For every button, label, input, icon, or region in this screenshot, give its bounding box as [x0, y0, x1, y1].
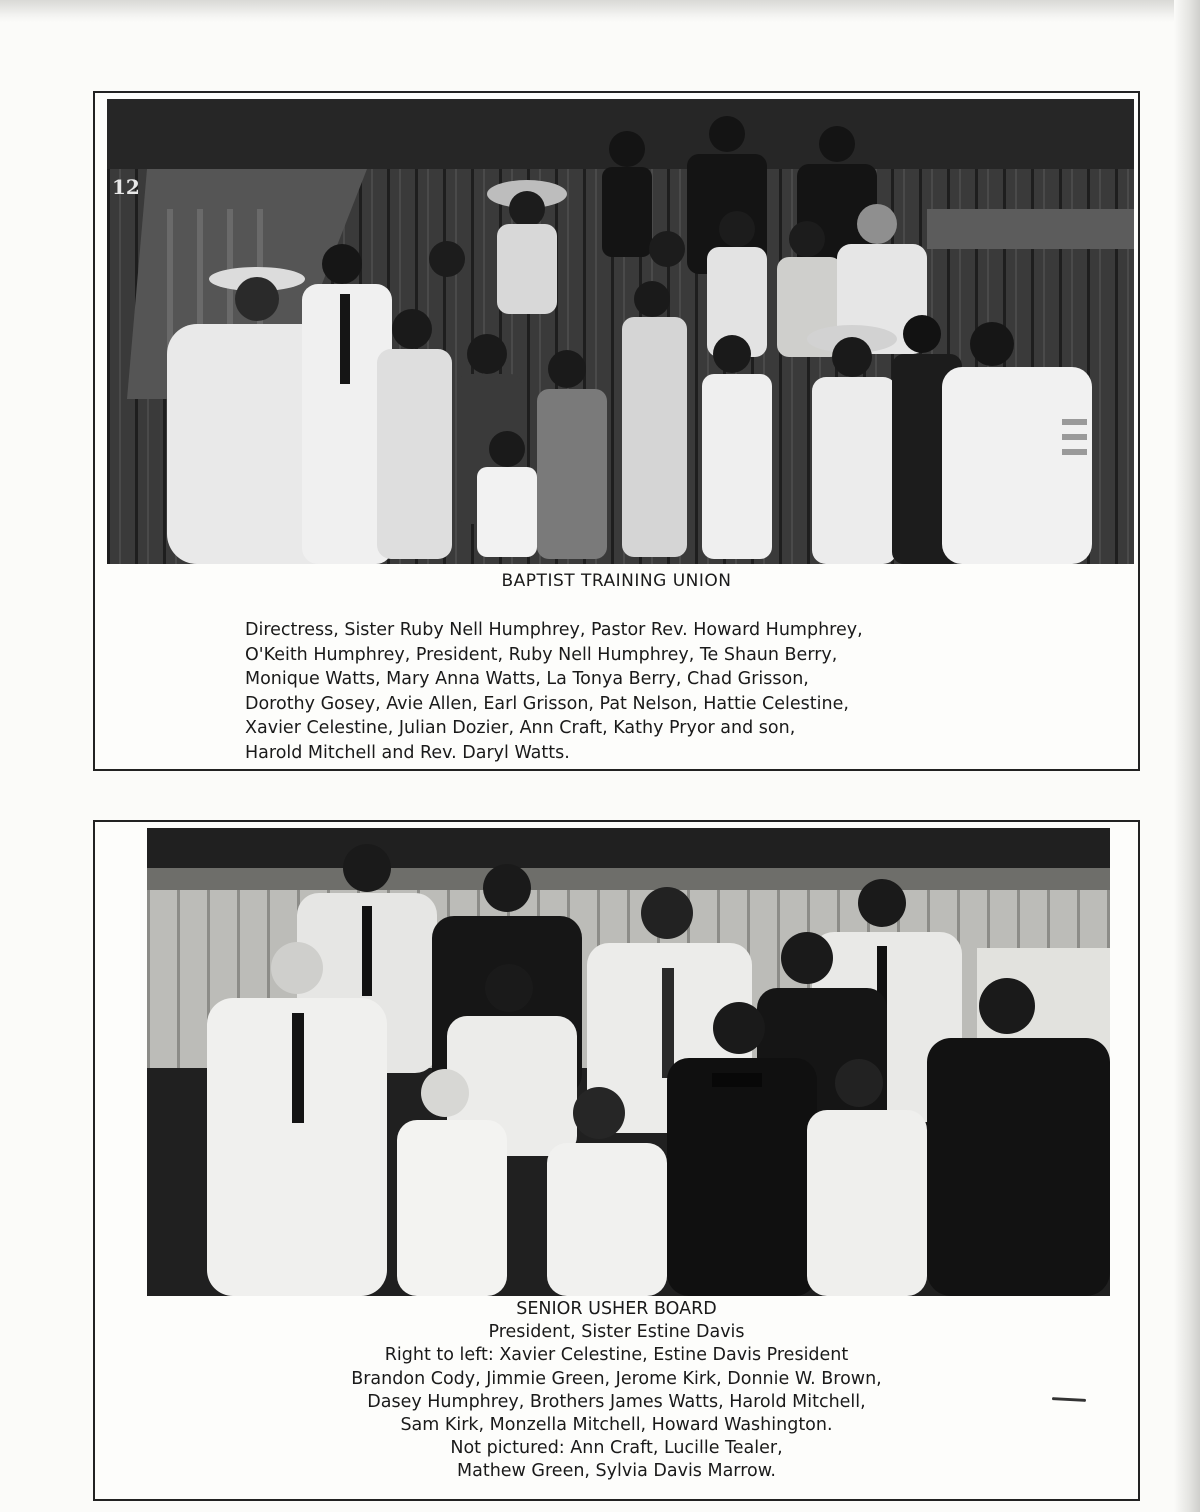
group-photo-1-graphic: [107, 99, 1134, 564]
names-line: President, Sister Estine Davis: [488, 1322, 745, 1343]
names-line: Not pictured: Ann Craft, Lucille Tealer,: [450, 1438, 783, 1459]
baptist-training-union-photo: [107, 99, 1134, 564]
scan-shadow-right: [1174, 0, 1200, 1512]
group-photo-2-graphic: [147, 828, 1110, 1296]
baptist-training-union-panel: [93, 91, 1140, 771]
names-line: Directress, Sister Ruby Nell Humphrey, Pastor Rev. Howard Humphrey,: [245, 620, 863, 640]
names-line: O'Keith Humphrey, President, Ruby Nell Humphrey, Te Shaun Berry,: [245, 644, 838, 665]
names-line: Brandon Cody, Jimmie Green, Jerome Kirk, Donnie W. Brown,: [351, 1368, 882, 1389]
names-line: Sam Kirk, Monzella Mitchell, Howard Washington.: [400, 1415, 833, 1436]
names-line: Mathew Green, Sylvia Davis Marrow.: [457, 1461, 776, 1482]
section-title: BAPTIST TRAINING UNION: [501, 571, 732, 591]
senior-usher-board-panel: [93, 820, 1140, 1501]
names-line: Monique Watts, Mary Anna Watts, La Tonya Berry, Chad Grisson,: [245, 669, 809, 689]
scan-shadow-top: [0, 0, 1200, 22]
page-number: 12: [112, 175, 140, 199]
senior-usher-board-caption: [95, 1298, 1138, 1484]
senior-usher-board-photo: [147, 828, 1110, 1296]
section-title: SENIOR USHER BOARD: [516, 1299, 717, 1319]
names-line: Dasey Humphrey, Brothers James Watts, Harold Mitchell,: [367, 1391, 866, 1412]
names-line: Dorothy Gosey, Avie Allen, Earl Grisson, Pat Nelson, Hattie Celestine,: [245, 693, 849, 714]
member-names: [245, 618, 1045, 765]
names-line: Harold Mitchell and Rev. Daryl Watts.: [245, 742, 570, 763]
names-line: Xavier Celestine, Julian Dozier, Ann Craft, Kathy Pryor and son,: [245, 718, 796, 738]
names-line: Right to left: Xavier Celestine, Estine Davis President: [384, 1345, 849, 1366]
